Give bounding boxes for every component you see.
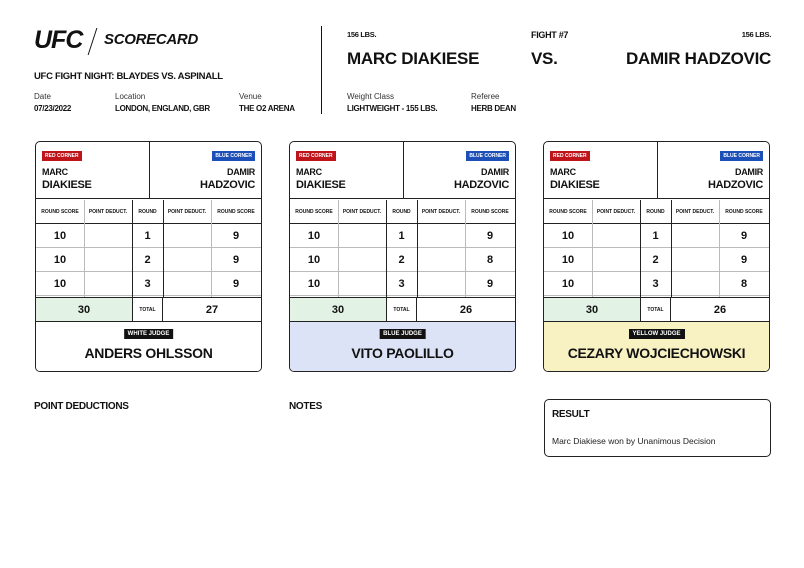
logo-divider (88, 28, 98, 55)
red-point-deduct (592, 224, 640, 248)
blue-corner-badge: BLUE CORNER (466, 151, 509, 161)
judge-area (290, 322, 515, 372)
red-round-score-header: ROUND SCORE (544, 200, 592, 224)
total-row (290, 297, 515, 322)
red-round-score: 10 (290, 248, 338, 272)
round-header: ROUND (386, 200, 417, 224)
location-label: Location (115, 92, 146, 101)
header-divider (321, 26, 322, 114)
red-fighter-name: MARC DIAKIESE (347, 49, 480, 68)
blue-total-score: 27 (205, 303, 219, 316)
blue-fighter-last-name: HADZOVIC (453, 179, 509, 191)
red-fighter-first-name: MARC (42, 167, 68, 177)
red-round-score: 10 (36, 272, 84, 296)
red-fighter-first-name: MARC (296, 167, 322, 177)
red-point-deduct (84, 224, 132, 248)
total-label: TOTAL (640, 298, 671, 321)
blue-round-score: 8 (719, 272, 769, 296)
column-line (338, 200, 339, 297)
red-round-score-header: ROUND SCORE (290, 200, 338, 224)
blue-point-deduct (163, 272, 211, 296)
blue-fighter-weight: 156 LBS. (741, 30, 771, 39)
red-round-score: 10 (544, 272, 592, 296)
red-point-deduct (84, 248, 132, 272)
red-total-score: 30 (290, 298, 386, 321)
blue-round-score-header: ROUND SCORE (465, 200, 515, 224)
column-line (163, 200, 164, 297)
point-deductions-heading: POINT DEDUCTIONS (34, 401, 129, 412)
blue-fighter-first-name: DAMIR (227, 167, 255, 177)
column-line (132, 200, 133, 297)
blue-round-score: 9 (719, 248, 769, 272)
venue-label: Venue (239, 92, 262, 101)
red-round-score: 10 (544, 224, 592, 248)
judge-area (36, 322, 261, 372)
judge-tag: YELLOW JUDGE (628, 329, 684, 339)
red-round-score: 10 (544, 248, 592, 272)
location-value: LONDON, ENGLAND, GBR (115, 104, 210, 113)
blue-fighter-name: DAMIR HADZOVIC (625, 49, 771, 68)
blue-point-deduct (163, 248, 211, 272)
venue-value: THE O2 ARENA (239, 104, 295, 113)
notes-heading: NOTES (289, 401, 322, 412)
red-point-deduct-header: POINT DEDUCT. (338, 200, 386, 224)
round-header: ROUND (132, 200, 163, 224)
red-fighter-weight: 156 LBS. (347, 30, 377, 39)
red-round-score: 10 (290, 224, 338, 248)
blue-fighter-last-name: HADZOVIC (707, 179, 763, 191)
column-line (465, 200, 466, 297)
red-round-score-header: ROUND SCORE (36, 200, 84, 224)
round-number: 3 (386, 272, 417, 296)
blue-total-score: 26 (459, 303, 473, 316)
blue-corner-badge: BLUE CORNER (720, 151, 763, 161)
round-number: 1 (640, 224, 671, 248)
blue-round-score: 9 (719, 224, 769, 248)
red-fighter-first-name: MARC (550, 167, 576, 177)
round-number: 3 (132, 272, 163, 296)
result-text: Marc Diakiese won by Unanimous Decision (552, 436, 716, 446)
blue-point-deduct (417, 224, 465, 248)
judge-scorecard-3 (543, 141, 770, 372)
judge-area (544, 322, 769, 372)
referee-label: Referee (471, 92, 500, 101)
blue-round-score: 9 (211, 224, 261, 248)
column-line (640, 200, 641, 297)
date-value: 07/23/2022 (34, 104, 72, 113)
blue-point-deduct (163, 224, 211, 248)
column-line (386, 200, 387, 297)
column-line (84, 200, 85, 297)
blue-point-deduct (671, 248, 719, 272)
vs-label: VS. (531, 49, 558, 68)
red-total-score: 30 (544, 298, 640, 321)
column-line (671, 200, 672, 297)
blue-round-score-header: ROUND SCORE (719, 200, 769, 224)
blue-point-deduct (671, 224, 719, 248)
total-row (36, 297, 261, 322)
result-box (544, 399, 771, 457)
total-label: TOTAL (132, 298, 163, 321)
event-title: UFC FIGHT NIGHT: BLAYDES VS. ASPINALL (34, 71, 223, 82)
blue-fighter-last-name: HADZOVIC (199, 179, 255, 191)
red-fighter-last-name: DIAKIESE (550, 179, 600, 191)
red-total-score: 30 (36, 298, 132, 321)
weight-class-label: Weight Class (347, 92, 394, 101)
header-split (403, 142, 404, 199)
judge-name: VITO PAOLILLO (351, 345, 454, 361)
red-fighter-last-name: DIAKIESE (296, 179, 346, 191)
round-number: 1 (132, 224, 163, 248)
blue-point-deduct-header: POINT DEDUCT. (163, 200, 211, 224)
blue-round-score: 9 (211, 272, 261, 296)
round-number: 3 (640, 272, 671, 296)
fight-number: FIGHT #7 (531, 30, 569, 40)
blue-round-score: 8 (465, 248, 515, 272)
blue-corner-badge: BLUE CORNER (212, 151, 255, 161)
red-corner-badge: RED CORNER (296, 151, 336, 161)
blue-fighter-first-name: DAMIR (481, 167, 509, 177)
card-header (544, 142, 769, 199)
judge-name: CEZARY WOJCIECHOWSKI (567, 345, 746, 361)
blue-round-score: 9 (465, 224, 515, 248)
blue-round-score: 9 (211, 248, 261, 272)
red-corner-badge: RED CORNER (42, 151, 82, 161)
blue-total-score: 26 (713, 303, 727, 316)
scorecard-title: SCORECARD (104, 31, 198, 48)
header-split (149, 142, 150, 199)
judge-name: ANDERS OHLSSON (84, 345, 213, 361)
card-header (290, 142, 515, 199)
column-line (719, 200, 720, 297)
red-point-deduct (84, 272, 132, 296)
ufc-logo: UFC (34, 26, 83, 54)
red-point-deduct (338, 272, 386, 296)
red-point-deduct (592, 272, 640, 296)
red-point-deduct (338, 224, 386, 248)
judge-tag: WHITE JUDGE (124, 329, 174, 339)
round-header: ROUND (640, 200, 671, 224)
header-split (657, 142, 658, 199)
blue-point-deduct (671, 272, 719, 296)
referee-value: HERB DEAN (471, 104, 516, 113)
red-point-deduct-header: POINT DEDUCT. (592, 200, 640, 224)
judge-tag: BLUE JUDGE (379, 329, 426, 339)
red-corner-badge: RED CORNER (550, 151, 590, 161)
date-label: Date (34, 92, 51, 101)
blue-round-score-header: ROUND SCORE (211, 200, 261, 224)
judge-scorecard-2 (289, 141, 516, 372)
blue-round-score: 9 (465, 272, 515, 296)
blue-point-deduct (417, 248, 465, 272)
column-line (592, 200, 593, 297)
red-point-deduct-header: POINT DEDUCT. (84, 200, 132, 224)
blue-point-deduct (417, 272, 465, 296)
red-round-score: 10 (36, 224, 84, 248)
result-title: RESULT (552, 409, 590, 420)
red-point-deduct (338, 248, 386, 272)
red-round-score: 10 (290, 272, 338, 296)
card-header (36, 142, 261, 199)
round-number: 2 (640, 248, 671, 272)
total-label: TOTAL (386, 298, 417, 321)
blue-fighter-first-name: DAMIR (735, 167, 763, 177)
column-line (417, 200, 418, 297)
round-number: 2 (386, 248, 417, 272)
round-number: 2 (132, 248, 163, 272)
total-row (544, 297, 769, 322)
blue-point-deduct-header: POINT DEDUCT. (417, 200, 465, 224)
weight-class-value: LIGHTWEIGHT - 155 LBS. (347, 104, 438, 113)
red-round-score: 10 (36, 248, 84, 272)
judge-scorecard-1 (35, 141, 262, 372)
round-number: 1 (386, 224, 417, 248)
column-line (211, 200, 212, 297)
red-point-deduct (592, 248, 640, 272)
blue-point-deduct-header: POINT DEDUCT. (671, 200, 719, 224)
red-fighter-last-name: DIAKIESE (42, 179, 92, 191)
